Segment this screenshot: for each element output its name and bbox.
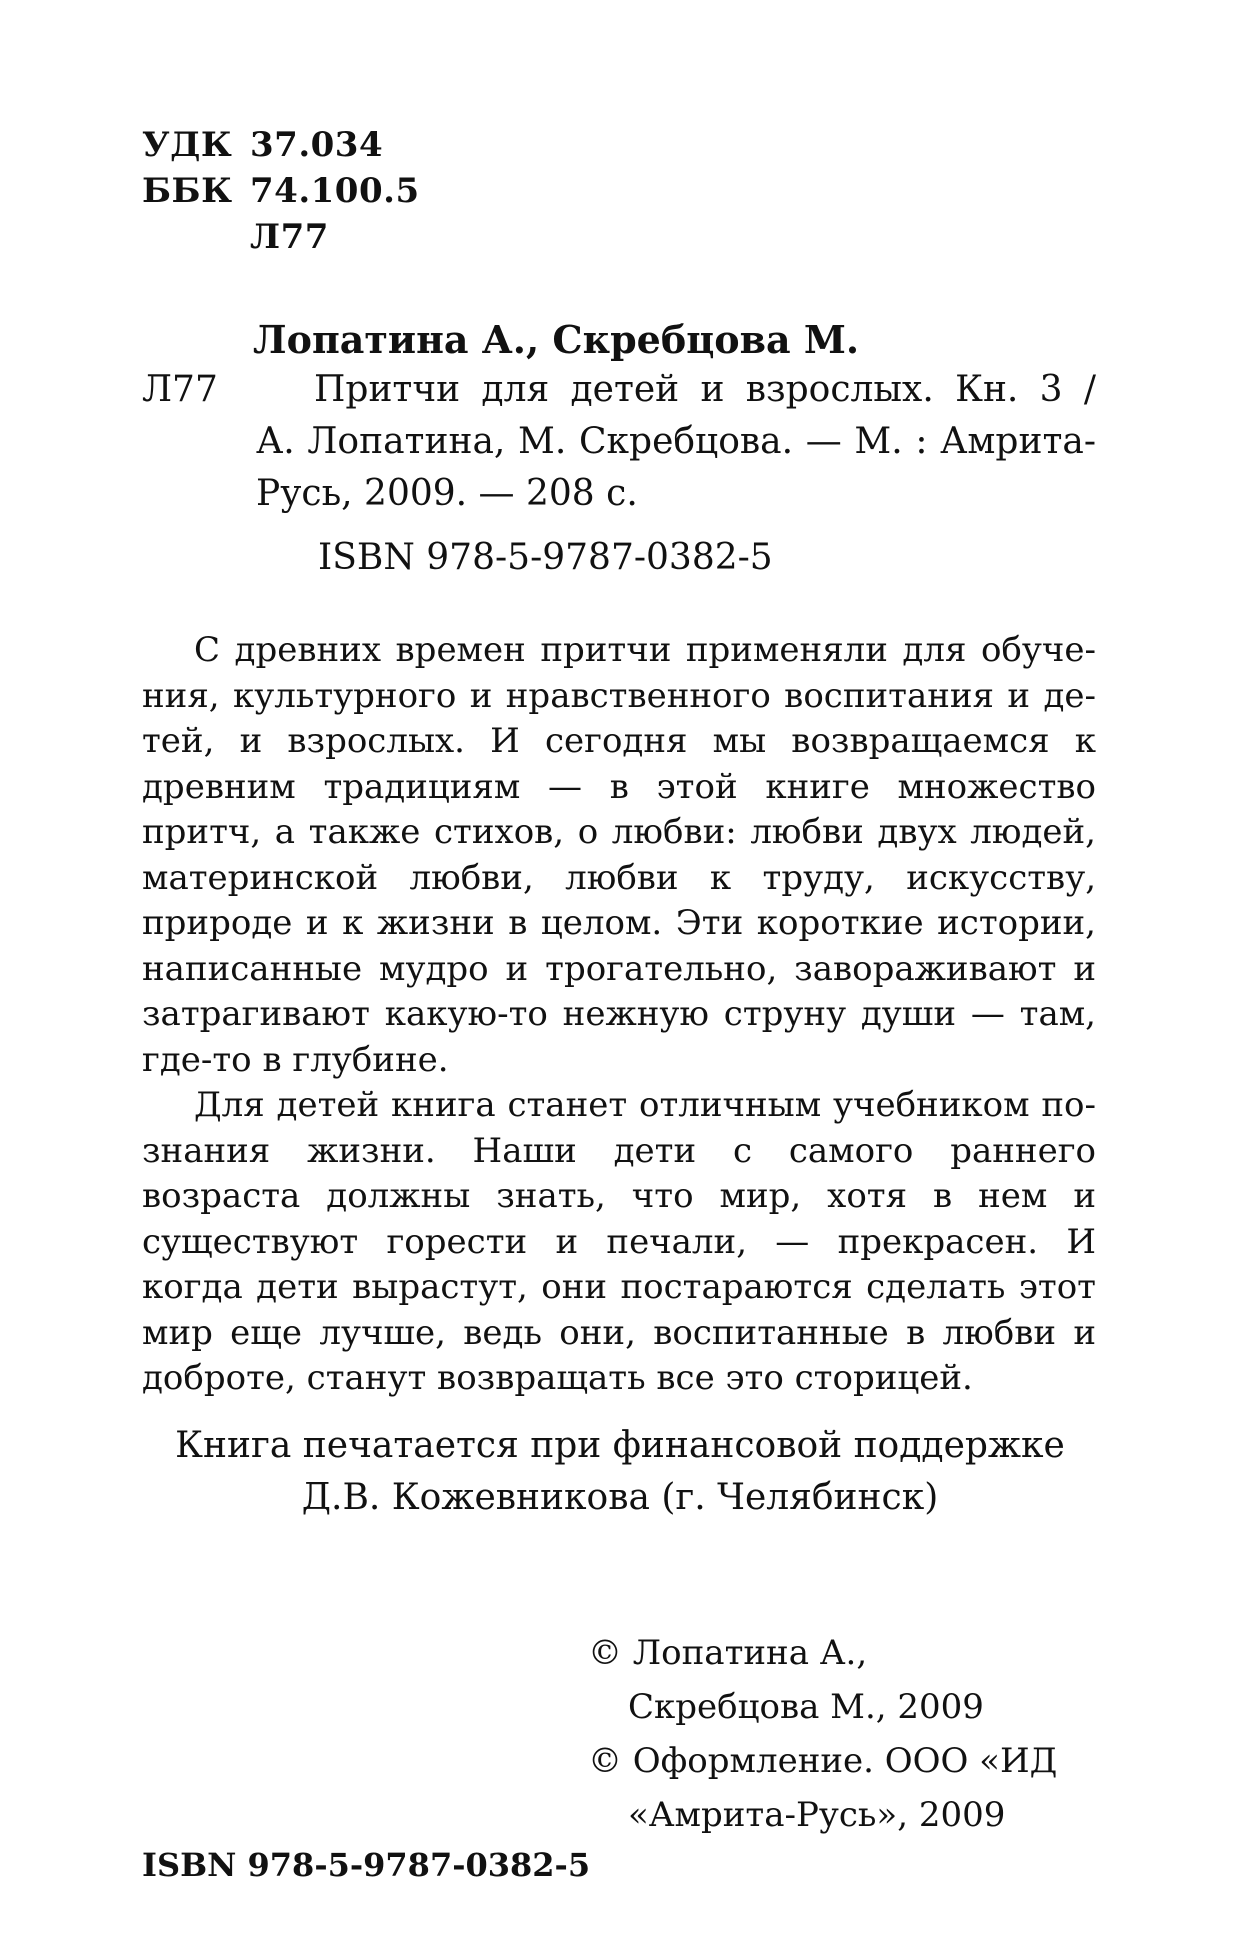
record-description (256, 364, 1096, 520)
author-mark-row (142, 214, 510, 260)
sponsor-line-2: Д.В. Кожевникова (г. Челябинск) (301, 1477, 939, 1518)
annotation (142, 628, 1096, 1402)
classification-block (142, 122, 510, 260)
isbn-footer: ISBN 978-5-9787-0382-5 (142, 1846, 591, 1884)
udk-row (142, 122, 510, 168)
record-line-3: Русь, 2009. — 208 с. (256, 473, 638, 514)
annotation-paragraph-2: Для детей книга станет отличным учебником познания жизни. Наши дети с самого раннего возраста должны знать, что мир, хотя в нем и существуют горести и печали, — прекрасен. И когда дети вырастут, они постараются сделать этот мир еще лучше, ведь они, воспитанные в любви и доброте, станут возвращать все это сторицей. (142, 1085, 1096, 1398)
sponsor-line-1: Книга печатается при финансовой поддержке (175, 1425, 1065, 1466)
bbk-row (142, 168, 510, 214)
author-mark: Л77 (250, 217, 329, 257)
authors-heading: Лопатина А., Скребцова М. (253, 317, 860, 362)
copyright-line-2: Скребцова М., 2009 (628, 1687, 984, 1727)
sponsor-note (100, 1420, 1140, 1524)
copyright-line-1: © Лопатина А., (588, 1633, 868, 1673)
copyright-line-3: © Оформление. ООО «ИД (588, 1741, 1058, 1781)
annotation-paragraph-1: С древних времен притчи применяли для обучения, культурного и нравственного воспитания и детей, и взрослых. И сегодня мы возвращаемся к древним традициям — в этой книге множество притч, а также стихов, о любви: любви двух людей, материнской любви, любви к труду, искусству, природе и к жизни в целом. Эти короткие истории, написанные мудро и трогательно, завораживают и затрагивают какую-то нежную струну души — там, где-то в глубине. (142, 630, 1096, 1080)
record-line-1: Притчи для детей и взрослых. Кн. 3 / (314, 369, 1096, 410)
copyright-line-4: «Амрита-Русь», 2009 (628, 1795, 1006, 1835)
udk-value: 37.034 (250, 125, 384, 165)
record-code: Л77 (142, 369, 218, 410)
copyright-block (588, 1626, 1108, 1842)
isbn-record: ISBN 978-5-9787-0382-5 (318, 537, 773, 578)
bbk-value: 74.100.5 (250, 171, 420, 211)
bbk-label: ББК (142, 171, 233, 211)
record-line-2: А. Лопатина, М. Скребцова. — М. : Амрита- (256, 421, 1096, 462)
udk-label: УДК (142, 125, 233, 165)
